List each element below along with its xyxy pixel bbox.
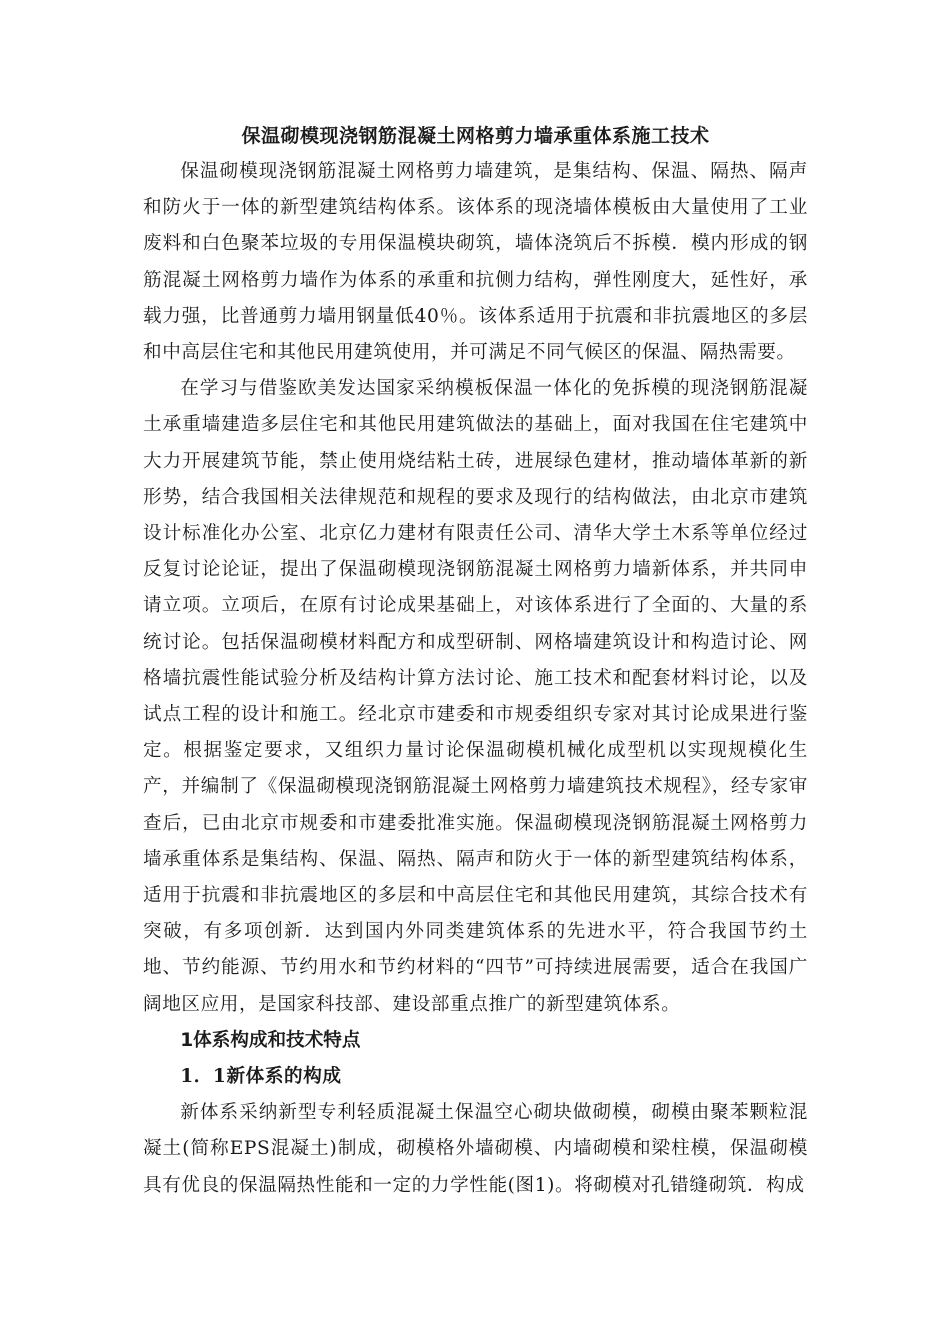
subsection-heading: 1．1新体系的构成 bbox=[180, 1066, 342, 1088]
paragraph-background: 在学习与借鉴欧美发达国家采纳模板保温一体化的免拆模的现浇钢筋混凝土承重墙建造多层住宅和其他民用建筑做法的基础上，面对我国在住宅建筑中大力开展建筑节能，禁止使用烧结粘土砖，进展绿色建材，推动墙体革新的新形势，结合我国相关法律规范和规程的要求及现行的结构做法，由北京市建筑设计标准化办公室、北京亿力建材有限责任公司、清华大学土木系等单位经过反复讨论论证，提出了保温砌模现浇钢筋混凝土网格剪力墙新体系，并共同申请立项。立项后，在原有讨论成果基础上，对该体系进行了全面的、大量的系统讨论。包括保温砌模材料配方和成型研制、网格墙建筑设计和构造讨论、网格墙抗震性能试验分析及结构计算方法讨论、施工技术和配套材料讨论，以及试点工程的设计和施工。经北京市建委和市规委组织专家对其讨论成果进行鉴定。根据鉴定要求，又组织力量讨论保温砌模机械化成型机以实现规模化生产，并编制了《保温砌模现浇钢筋混凝土网格剪力墙建筑技术规程》，经专家审查后，已由北京市规委和市建委批准实施。保温砌模现浇钢筋混凝土网格剪力墙承重体系是集结构、保温、隔热、隔声和防火于一体的新型建筑结构体系，适用于抗震和非抗震地区的多层和中高层住宅和其他民用建筑，其综合技术有突破，有多项创新．达到国内外同类建筑体系的先进水平，符合我国节约土地、节约能源、节约用水和节约材料的“四节”可持续进展需要，适合在我国广阔地区应用，是国家科技部、建设部重点推广的新型建筑体系。 bbox=[143, 378, 808, 1015]
paragraph-composition: 新体系采纳新型专利轻质混凝土保温空心砌块做砌模，砌模由聚苯颗粒混凝土(简称EPS混凝土)制成，砌模格外墙砌模、内墙砌模和梁柱模，保温砌模具有优良的保温隔热性能和一定的力学性能(图1)。将砌模对孔错缝砌筑．构成 bbox=[143, 1102, 808, 1196]
section-heading: 1体系构成和技术特点 bbox=[180, 1029, 361, 1051]
document-title: 保温砌模现浇钢筋混凝土网格剪力墙承重体系施工技术 bbox=[241, 125, 710, 147]
document-page bbox=[143, 118, 808, 1204]
paragraph-intro: 保温砌模现浇钢筋混凝土网格剪力墙建筑，是集结构、保温、隔热、隔声和防火于一体的新型建筑结构体系。该体系的现浇墙体模板由大量使用了工业废料和白色聚苯垃圾的专用保温模块砌筑，墙体浇筑后不拆模．模内形成的钢筋混凝土网格剪力墙作为体系的承重和抗侧力结构，弹性刚度大，延性好，承载力强，比普通剪力墙用钢量低40％。该体系适用于抗震和非抗震地区的多层和中高层住宅和其他民用建筑使用，并可满足不同气候区的保温、隔热需要。 bbox=[143, 161, 808, 364]
